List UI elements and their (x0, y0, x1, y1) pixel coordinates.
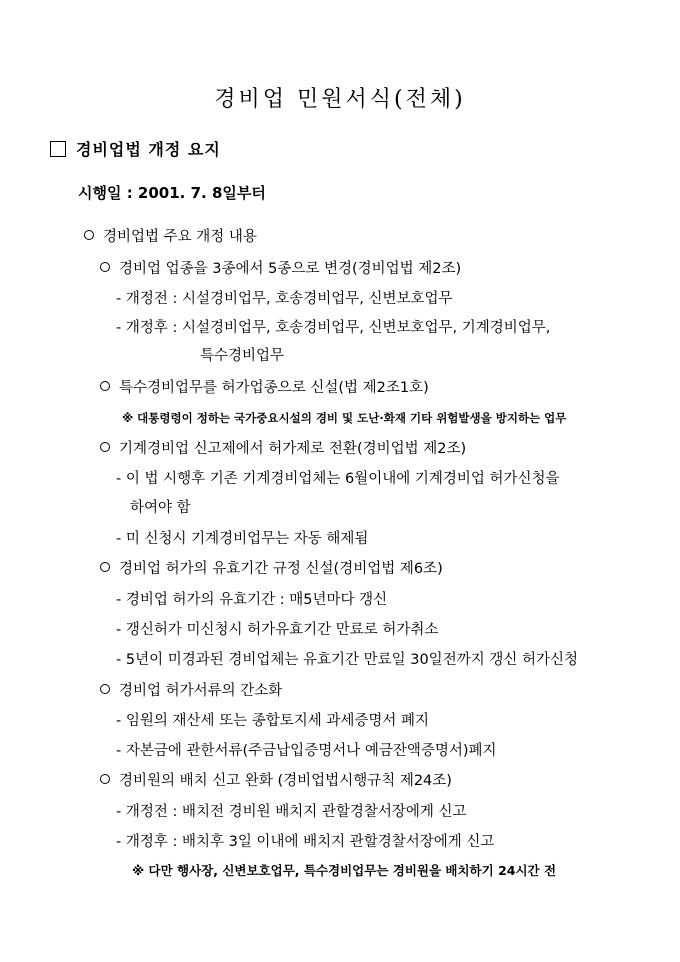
page-title: 경비업 민원서식(전체) (214, 87, 466, 112)
circle-bullet-icon (100, 684, 110, 694)
effective-date: 시행일 : 2001. 7. 8일부터 (78, 184, 266, 202)
list-item: - 자본금에 관한서류(주금납입증명서나 예금잔액증명서)폐지 (116, 743, 497, 759)
list-item: 경비업 허가의 유효기간 규정 신설(경비업법 제6조) (100, 559, 443, 579)
list-item: - 이 법 시행후 기존 기계경비업체는 6월이내에 기계경비업 허가신청을 (116, 471, 560, 487)
list-item-continuation: 하여야 함 (130, 500, 191, 516)
list-item: - 미 신청시 기계경비업무는 자동 해제됨 (116, 531, 369, 547)
list-item: 경비업 허가서류의 간소화 (100, 681, 282, 701)
section-heading-text: 경비업법 개정 요지 (76, 140, 221, 159)
circle-bullet-icon (100, 442, 110, 452)
list-item: - 갱신허가 미신청시 허가유효기간 만료로 허가취소 (116, 622, 439, 638)
main-item (84, 227, 257, 247)
list-item: - 임원의 재산세 또는 종합토지세 과세증명서 폐지 (116, 713, 430, 729)
list-item: - 개정후 : 시설경비업무, 호송경비업무, 신변보호업무, 기계경비업무, (116, 320, 551, 336)
section-heading (50, 137, 221, 160)
circle-bullet-icon (100, 562, 110, 572)
list-item: - 개정전 : 배치전 경비원 배치지 관할경찰서장에게 신고 (116, 804, 467, 820)
list-item: 특수경비업무를 허가업종으로 신설(법 제2조1호) (100, 378, 429, 398)
list-item: - 개정후 : 배치후 3일 이내에 배치지 관할경찰서장에게 신고 (116, 834, 495, 850)
list-item: - 개정전 : 시설경비업무, 호송경비업무, 신변보호업무 (116, 291, 453, 307)
list-item: 경비원의 배치 신고 완화 (경비업법시행규칙 제24조) (100, 771, 452, 791)
checkbox-square-icon (50, 141, 66, 157)
list-item-continuation: 특수경비업무 (200, 348, 285, 364)
note-text: ※ 다만 행사장, 신변보호업무, 특수경비업무는 경비원을 배치하기 24시간 전 (132, 863, 557, 878)
circle-bullet-icon (100, 262, 110, 272)
note-text: ※ 대통령령이 정하는 국가중요시설의 경비 및 도난·화재 기타 위험발생을 방지하는 업무 (122, 411, 567, 425)
list-item: - 5년이 미경과된 경비업체는 유효기간 만료일 30일전까지 갱신 허가신청 (116, 652, 578, 668)
list-item: - 경비업 허가의 유효기간 : 매5년마다 갱신 (116, 592, 388, 608)
circle-bullet-icon (100, 774, 110, 784)
main-item-text: 경비업법 주요 개정 내용 (103, 229, 257, 245)
list-item: 기계경비업 신고제에서 허가제로 전환(경비업법 제2조) (100, 439, 466, 459)
circle-bullet-icon (84, 230, 94, 240)
circle-bullet-icon (100, 381, 110, 391)
list-item: 경비업 업종을 3종에서 5종으로 변경(경비업법 제2조) (100, 259, 461, 279)
